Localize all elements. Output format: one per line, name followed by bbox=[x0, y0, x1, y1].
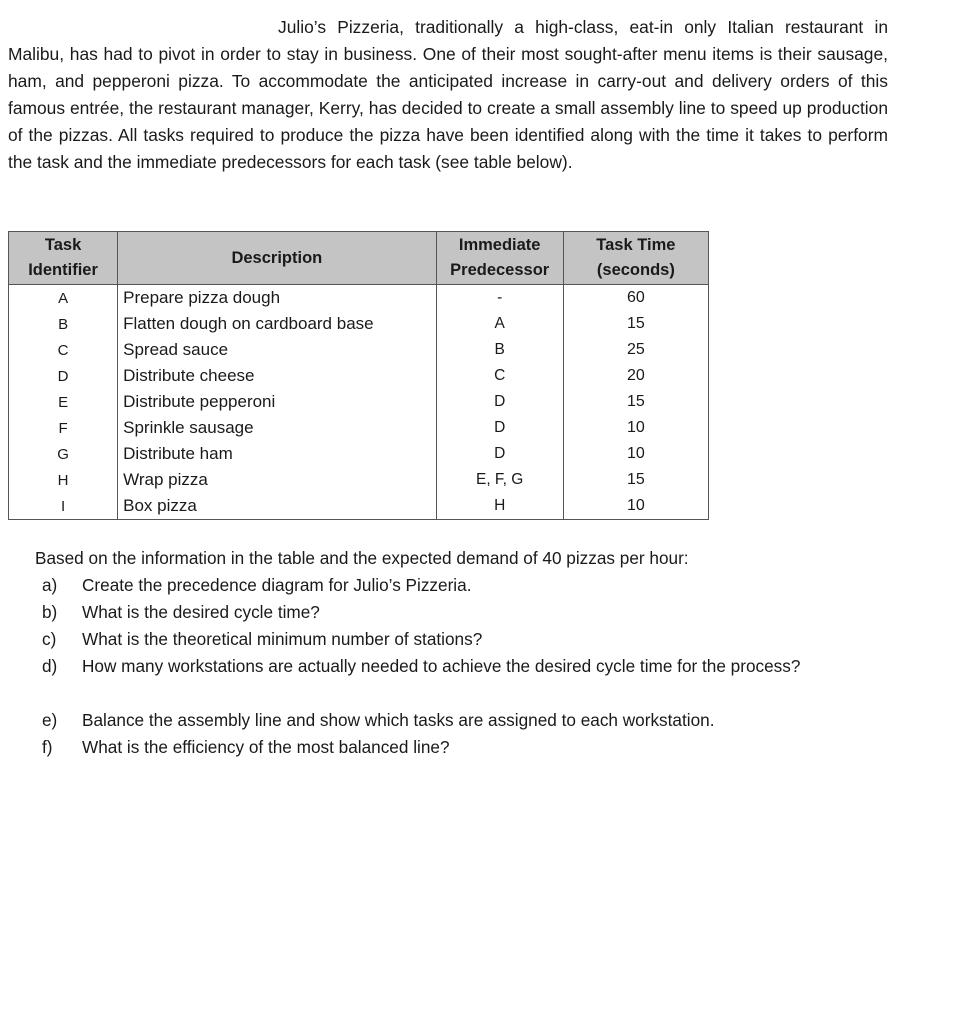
question-label: f) bbox=[42, 737, 53, 757]
question-text: Create the precedence diagram for Julio’s Pizzeria. bbox=[82, 575, 472, 595]
task-id-cell: I bbox=[9, 493, 118, 520]
task-id-cell: H bbox=[9, 467, 118, 493]
table-header-row bbox=[9, 232, 709, 285]
task-id-cell: G bbox=[9, 441, 118, 467]
task-time-cell: 15 bbox=[563, 311, 708, 337]
task-time-cell: 20 bbox=[563, 363, 708, 389]
task-predecessor-cell: B bbox=[436, 337, 563, 363]
table-row bbox=[9, 441, 709, 467]
table-row bbox=[9, 285, 709, 312]
task-time-cell: 25 bbox=[563, 337, 708, 363]
question-label: b) bbox=[42, 602, 58, 622]
question-item bbox=[42, 653, 935, 680]
task-description-cell: Box pizza bbox=[118, 493, 436, 520]
task-id-cell: E bbox=[9, 389, 118, 415]
task-id-cell: F bbox=[9, 415, 118, 441]
table-row bbox=[9, 389, 709, 415]
question-item bbox=[42, 599, 935, 626]
header-immediate-predecessor: Immediate Predecessor bbox=[436, 232, 563, 285]
header-task-time: Task Time (seconds) bbox=[563, 232, 708, 285]
task-description-cell: Wrap pizza bbox=[118, 467, 436, 493]
task-id-cell: A bbox=[9, 285, 118, 312]
task-time-cell: 10 bbox=[563, 493, 708, 520]
task-id-cell: B bbox=[9, 311, 118, 337]
question-item bbox=[42, 734, 935, 761]
table-row bbox=[9, 363, 709, 389]
question-list bbox=[35, 572, 935, 761]
question-text: What is the theoretical minimum number of stations? bbox=[82, 629, 483, 649]
task-predecessor-cell: D bbox=[436, 389, 563, 415]
question-text: What is the efficiency of the most balanced line? bbox=[82, 737, 450, 757]
task-description-cell: Distribute ham bbox=[118, 441, 436, 467]
table-row bbox=[9, 311, 709, 337]
table-row bbox=[9, 467, 709, 493]
task-predecessor-cell: - bbox=[436, 285, 563, 312]
task-predecessor-cell: H bbox=[436, 493, 563, 520]
table-row bbox=[9, 493, 709, 520]
question-item bbox=[42, 626, 935, 653]
question-text: Balance the assembly line and show which tasks are assigned to each workstation. bbox=[82, 710, 715, 730]
question-item bbox=[42, 572, 935, 599]
task-id-cell: D bbox=[9, 363, 118, 389]
table-row bbox=[9, 337, 709, 363]
task-description-cell: Flatten dough on cardboard base bbox=[118, 311, 436, 337]
task-predecessor-cell: D bbox=[436, 415, 563, 441]
task-time-cell: 10 bbox=[563, 441, 708, 467]
question-label: d) bbox=[42, 656, 58, 676]
task-description-cell: Distribute cheese bbox=[118, 363, 436, 389]
task-time-cell: 60 bbox=[563, 285, 708, 312]
question-item bbox=[42, 707, 935, 734]
question-text: How many workstations are actually needed to achieve the desired cycle time for the process? bbox=[82, 656, 801, 676]
question-label: e) bbox=[42, 710, 58, 730]
task-description-cell: Prepare pizza dough bbox=[118, 285, 436, 312]
questions-section bbox=[35, 545, 935, 761]
table-row bbox=[9, 415, 709, 441]
intro-paragraph: Julio’s Pizzeria, traditionally a high-class, eat-in only Italian restaurant in Malibu, has had to pivot in order to stay in business. One of their most sought-after menu items is their sausage, ham, and pepperoni pizza. To accommodate the anticipated increase in carry-out and delivery orders of this famous entrée, the restaurant manager, Kerry, has decided to create a small assembly line to speed up production of the pizzas. All tasks required to produce the pizza have been identified along with the time it takes to perform the task and the immediate predecessors for each task (see table below). bbox=[8, 17, 888, 172]
header-task-identifier: Task Identifier bbox=[9, 232, 118, 285]
task-predecessor-cell: D bbox=[436, 441, 563, 467]
task-predecessor-cell: C bbox=[436, 363, 563, 389]
task-predecessor-cell: A bbox=[436, 311, 563, 337]
question-label: c) bbox=[42, 629, 57, 649]
question-text: What is the desired cycle time? bbox=[82, 602, 320, 622]
task-table bbox=[8, 231, 709, 520]
task-description-cell: Spread sauce bbox=[118, 337, 436, 363]
task-predecessor-cell: E, F, G bbox=[436, 467, 563, 493]
question-label: a) bbox=[42, 575, 58, 595]
header-description: Description bbox=[118, 232, 436, 285]
questions-lead: Based on the information in the table and the expected demand of 40 pizzas per hour: bbox=[35, 548, 689, 568]
task-time-cell: 15 bbox=[563, 389, 708, 415]
task-description-cell: Distribute pepperoni bbox=[118, 389, 436, 415]
task-description-cell: Sprinkle sausage bbox=[118, 415, 436, 441]
task-time-cell: 15 bbox=[563, 467, 708, 493]
task-id-cell: C bbox=[9, 337, 118, 363]
task-time-cell: 10 bbox=[563, 415, 708, 441]
